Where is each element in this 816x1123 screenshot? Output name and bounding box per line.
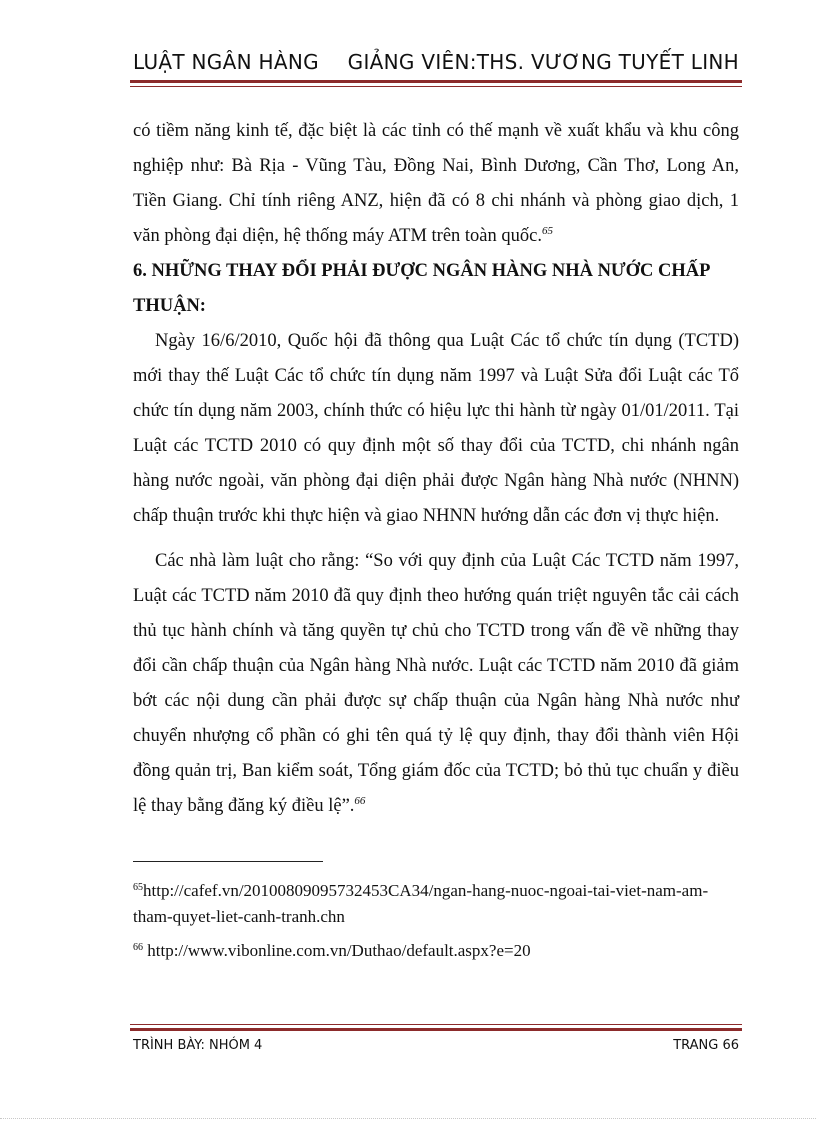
footnote-ref-65[interactable]: 65 <box>541 225 553 237</box>
footnote-link[interactable]: http://cafef.vn/20100809095732453CA34/ngan-hang-nuoc-ngoai-tai-viet-nam-am-tham-quyet-liet-canh-tranh.chn <box>133 881 709 926</box>
header-rule <box>130 80 742 87</box>
header-lecturer: GIẢNG VIÊN:THS. VƯƠNG TUYẾT LINH <box>347 50 739 74</box>
paragraph-continuation <box>133 114 739 254</box>
page-footer <box>133 1038 739 1053</box>
section-heading: 6. NHỮNG THAY ĐỔI PHẢI ĐƯỢC NGÂN HÀNG NHÀ NƯỚC CHẤP THUẬN: <box>133 261 710 316</box>
footnote-ref-66[interactable]: 66 <box>354 795 366 807</box>
paragraph-law-2010: Ngày 16/6/2010, Quốc hội đã thông qua Luật Các tổ chức tín dụng (TCTD) mới thay thế Luật Các tổ chức tín dụng năm 1997 và Luật Sửa đổi Luật các Tổ chức tín dụng năm 2003, chính thức có hiệu lực thi hành từ ngày 01/01/2011. Tại Luật các TCTD 2010 có quy định một số thay đổi của TCTD, chi nhánh ngân hàng nước ngoài, văn phòng đại diện phải được Ngân hàng Nhà nước (NHNN) chấp thuận trước khi thực hiện và giao NHNN hướng dẫn các đơn vị thực hiện. <box>133 331 739 526</box>
footer-rule <box>130 1024 742 1031</box>
header-course-title: LUẬT NGÂN HÀNG <box>133 50 319 74</box>
paragraph-lawmakers <box>133 544 739 824</box>
footnotes <box>133 878 739 972</box>
paragraph-text: có tiềm năng kinh tế, đặc biệt là các tỉnh có thế mạnh về xuất khẩu và khu công nghiệp như: Bà Rịa - Vũng Tàu, Đồng Nai, Bình Dương, Cần Thơ, Long An, Tiền Giang. Chỉ tính riêng ANZ, hiện đã có 8 chi nhánh và phòng giao dịch, 1 văn phòng đại diện, hệ thống máy ATM trên toàn quốc. <box>133 121 739 246</box>
footnote-66 <box>133 938 739 964</box>
footnote-separator <box>133 861 323 862</box>
footer-presenter: TRÌNH BÀY: NHÓM 4 <box>133 1038 263 1053</box>
footnote-mark: 65 <box>133 882 143 893</box>
footnote-link[interactable]: http://www.vibonline.com.vn/Duthao/default.aspx?e=20 <box>143 941 531 960</box>
paragraph-text: Các nhà làm luật cho rằng: “So với quy định của Luật Các TCTD năm 1997, Luật các TCTD năm 2010 đã quy định theo hướng quán triệt nguyên tắc cải cách thủ tục hành chính và tăng quyền tự chủ cho TCTD trong vấn đề về những thay đổi cần chấp thuận của Ngân hàng Nhà nước. Luật các TCTD năm 2010 đã giảm bớt các nội dung cần phải được sự chấp thuận của Ngân hàng Nhà nước như chuyển nhượng cổ phần có ghi tên quá tỷ lệ quy định, thay đổi thành viên Hội đồng quản trị, Ban kiểm soát, Tổng giám đốc của TCTD; bỏ thủ tục chuẩn y điều lệ thay bằng đăng ký điều lệ”. <box>133 551 739 816</box>
page-body <box>133 114 739 824</box>
page-header <box>133 50 739 74</box>
page-number: TRANG 66 <box>673 1038 739 1053</box>
footnote-mark: 66 <box>133 942 143 953</box>
footnote-65 <box>133 878 739 930</box>
page-edge-divider <box>0 1118 816 1119</box>
